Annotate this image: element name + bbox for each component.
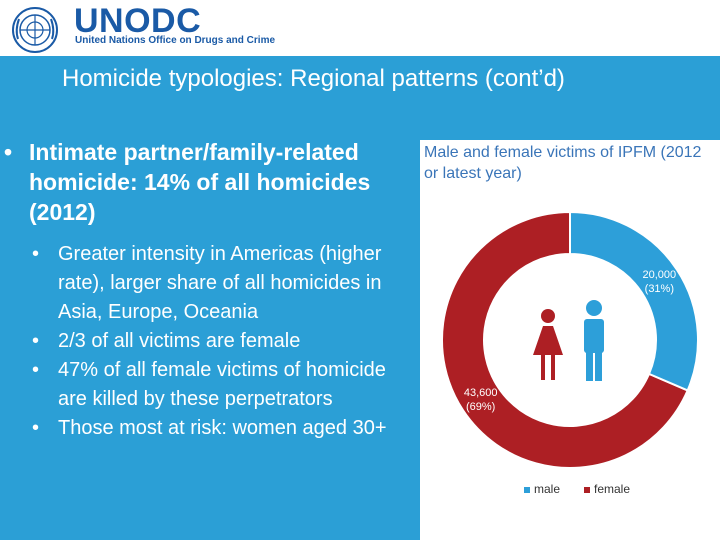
bullet-marker: • <box>4 139 13 165</box>
sub-bullet-text: Greater intensity in Americas (higher rate), larger share of all homicides in Asia, Europe, Oceania <box>58 243 382 323</box>
header-bar <box>0 0 720 56</box>
bullet-marker: • <box>32 359 40 381</box>
data-label-value: 43,600 <box>463 386 498 399</box>
female-figure-icon <box>533 309 563 380</box>
sub-bullet-text: 47% of all female victims of homicide are killed by these perpetrators <box>58 359 386 410</box>
sub-bullet <box>30 240 410 327</box>
logo-subtitle: United Nations Office on Drugs and Crime <box>75 35 276 46</box>
sub-bullet-list <box>30 240 410 443</box>
legend-swatch-male <box>524 487 530 493</box>
donut-chart <box>420 140 720 540</box>
bullet-marker: • <box>32 243 40 265</box>
un-emblem-icon <box>10 5 60 55</box>
data-label-percent: (31%) <box>644 283 675 296</box>
legend-label-female: female <box>594 482 631 496</box>
male-figure-icon <box>584 300 604 381</box>
legend-swatch-female <box>584 487 590 493</box>
main-bullet-text: Intimate partner/family-related homicide: 14% of all homicides (2012) <box>29 139 371 225</box>
sub-bullet-text: 2/3 of all victims are female <box>58 330 301 352</box>
chart-panel <box>420 140 720 540</box>
sub-bullet-text: Those most at risk: women aged 30+ <box>58 417 387 439</box>
bullet-marker: • <box>32 417 40 439</box>
data-label-percent: (69%) <box>465 400 496 413</box>
chart-title: Male and female victims of IPFM (2012 or latest year) <box>424 144 702 182</box>
bullet-marker: • <box>32 330 40 352</box>
legend-label-male: male <box>534 482 561 496</box>
slide-title: Homicide typologies: Regional patterns (cont’d) <box>62 65 565 92</box>
sub-bullet <box>30 414 410 443</box>
data-label-value: 20,000 <box>642 269 677 282</box>
main-bullet <box>0 137 400 227</box>
logo-name: UNODC <box>74 2 202 40</box>
sub-bullet <box>30 356 410 414</box>
sub-bullet <box>30 327 410 356</box>
